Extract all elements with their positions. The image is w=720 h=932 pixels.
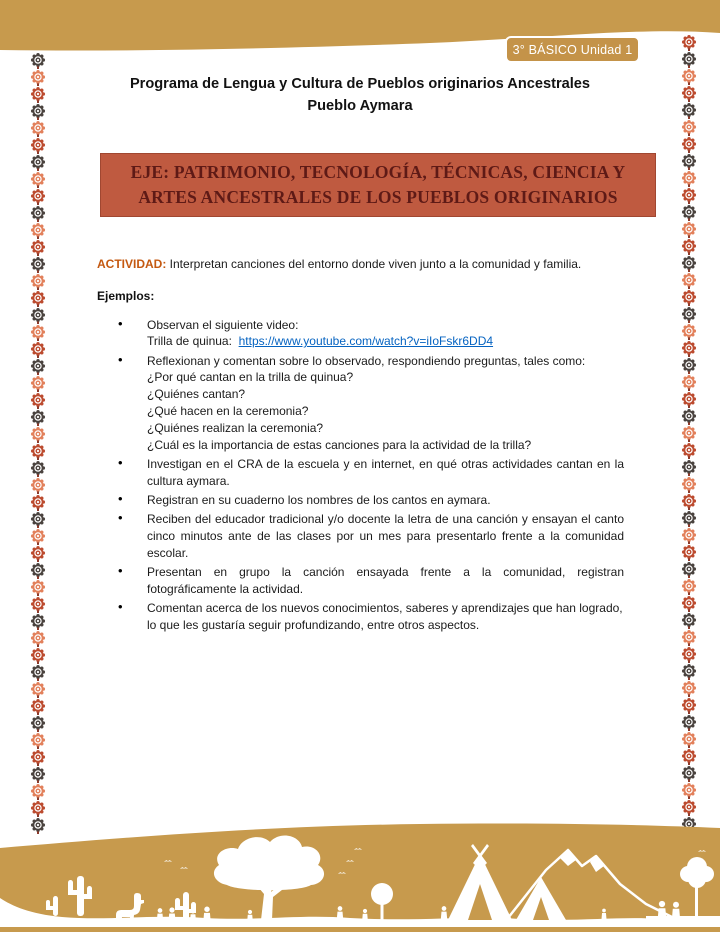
eje-banner: EJE: PATRIMONIO, TECNOLOGÍA, TÉCNICAS, CIENCIA Y ARTES ANCESTRALES DE LOS PUEBLOS ORIGINARIOS <box>100 153 656 217</box>
rosette-motif-icon <box>30 188 46 205</box>
rosette-motif-icon <box>30 596 46 613</box>
rosette-motif-icon <box>681 663 697 680</box>
rosette-motif-icon <box>30 392 46 409</box>
rosette-motif-icon <box>681 527 697 544</box>
rosette-motif-icon <box>681 646 697 663</box>
bullet-text: • Reflexionan y comentan sobre lo observado, respondiendo preguntas, tales como: <box>147 353 586 368</box>
rosette-motif-icon <box>30 562 46 579</box>
rosette-motif-icon <box>30 137 46 154</box>
bullet-text: • Registran en su cuaderno los nombres de los cantos en aymara. <box>147 493 491 508</box>
rosette-motif-icon <box>30 290 46 307</box>
bullet-item <box>147 492 624 509</box>
rosette-motif-icon <box>30 222 46 239</box>
rosette-motif-icon <box>30 341 46 358</box>
rosette-motif-icon <box>681 765 697 782</box>
activity-text: Interpretan canciones del entorno donde viven junto a la comunidad y familia. <box>169 257 582 271</box>
rosette-motif-icon <box>30 171 46 188</box>
rosette-motif-icon <box>681 782 697 799</box>
rosette-motif-icon <box>681 612 697 629</box>
rosette-motif-icon <box>30 103 46 120</box>
rosette-motif-icon <box>30 766 46 783</box>
rosette-motif-icon <box>681 153 697 170</box>
rosette-motif-icon <box>681 323 697 340</box>
rosette-motif-icon <box>681 510 697 527</box>
rosette-motif-icon <box>681 170 697 187</box>
rosette-motif-icon <box>681 187 697 204</box>
rosette-motif-icon <box>681 748 697 765</box>
bullet-text: • Comentan acerca de los nuevos conocimientos, saberes y aprendizajes que han logrado, lo que les gustaría seguir profundizando, entre otros aspectos. <box>147 601 623 633</box>
right-ornament-border <box>681 34 697 833</box>
bullet-item <box>147 564 624 598</box>
rosette-motif-icon <box>30 358 46 375</box>
rosette-motif-icon <box>30 800 46 817</box>
examples-bullet-list <box>97 317 624 634</box>
bullet-item <box>147 353 624 454</box>
rosette-motif-icon <box>681 221 697 238</box>
rosette-motif-icon <box>30 528 46 545</box>
rosette-motif-icon <box>681 680 697 697</box>
rosette-motif-icon <box>681 34 697 51</box>
rosette-motif-icon <box>681 255 697 272</box>
rosette-motif-icon <box>30 460 46 477</box>
rosette-motif-icon <box>681 459 697 476</box>
question-line: ¿Quiénes realizan la ceremonia? <box>147 420 324 435</box>
rosette-motif-icon <box>681 391 697 408</box>
rosette-motif-icon <box>30 205 46 222</box>
left-ornament-border <box>30 52 46 834</box>
rosette-motif-icon <box>30 86 46 103</box>
footer-landscape <box>0 822 720 932</box>
rosette-motif-icon <box>681 799 697 816</box>
rosette-motif-icon <box>30 545 46 562</box>
rosette-motif-icon <box>30 426 46 443</box>
rosette-motif-icon <box>681 102 697 119</box>
rosette-motif-icon <box>30 52 46 69</box>
rosette-motif-icon <box>681 408 697 425</box>
rosette-motif-icon <box>681 629 697 646</box>
rosette-motif-icon <box>681 238 697 255</box>
rosette-motif-icon <box>681 68 697 85</box>
rosette-motif-icon <box>30 664 46 681</box>
rosette-motif-icon <box>681 561 697 578</box>
rosette-motif-icon <box>30 120 46 137</box>
rosette-motif-icon <box>30 443 46 460</box>
question-line: ¿Quiénes cantan? <box>147 387 246 402</box>
activity-label: ACTIVIDAD: <box>97 257 167 271</box>
rosette-motif-icon <box>30 630 46 647</box>
rosette-motif-icon <box>681 306 697 323</box>
rosette-motif-icon <box>681 442 697 459</box>
rosette-motif-icon <box>681 51 697 68</box>
bullet-text: • Observan el siguiente video: <box>147 317 299 332</box>
link-prefix: Trilla de quinua: <box>147 334 239 349</box>
rosette-motif-icon <box>681 119 697 136</box>
bullet-text: • Presentan en grupo la canción ensayada frente a la comunidad, registran fotográficamente la actividad. <box>147 565 624 597</box>
rosette-motif-icon <box>681 731 697 748</box>
program-title <box>50 73 670 117</box>
unit-badge: 3° BÁSICO Unidad 1 <box>505 36 640 63</box>
rosette-motif-icon <box>30 69 46 86</box>
program-title-line1: Programa de Lengua y Cultura de Pueblos originarios Ancestrales <box>129 76 591 92</box>
bullet-item <box>147 600 624 634</box>
rosette-motif-icon <box>30 579 46 596</box>
rosette-motif-icon <box>681 289 697 306</box>
rosette-motif-icon <box>681 578 697 595</box>
rosette-motif-icon <box>681 697 697 714</box>
rosette-motif-icon <box>30 239 46 256</box>
rosette-motif-icon <box>30 477 46 494</box>
rosette-motif-icon <box>30 681 46 698</box>
rosette-motif-icon <box>30 511 46 528</box>
rosette-motif-icon <box>681 374 697 391</box>
rosette-motif-icon <box>681 544 697 561</box>
rosette-motif-icon <box>681 340 697 357</box>
bullet-item <box>147 456 624 490</box>
rosette-motif-icon <box>681 85 697 102</box>
rosette-motif-icon <box>681 136 697 153</box>
bullet-text: • Reciben del educador tradicional y/o docente la letra de una canción y ensayan el canto cinco minutos ante de las clases por un mes para presentarlo frente a la comunidad escolar. <box>147 512 624 560</box>
rosette-motif-icon <box>30 647 46 664</box>
rosette-motif-icon <box>30 409 46 426</box>
question-line: ¿Qué hacen en la ceremonia? <box>147 404 309 419</box>
rosette-motif-icon <box>30 324 46 341</box>
examples-label: Ejemplos: <box>97 288 155 303</box>
program-title-line2: Pueblo Aymara <box>307 98 413 114</box>
rosette-motif-icon <box>681 476 697 493</box>
rosette-motif-icon <box>30 613 46 630</box>
bullet-text: • Investigan en el CRA de la escuela y en internet, en qué otras actividades cantan en la cultura aymara. <box>147 456 624 488</box>
rosette-motif-icon <box>30 732 46 749</box>
rosette-motif-icon <box>30 154 46 171</box>
rosette-motif-icon <box>30 749 46 766</box>
bullet-item <box>147 511 624 561</box>
rosette-motif-icon <box>681 493 697 510</box>
rosette-motif-icon <box>30 715 46 732</box>
question-line: ¿Cuál es la importancia de estas canciones para la actividad de la trilla? <box>147 437 532 452</box>
rosette-motif-icon <box>30 783 46 800</box>
rosette-motif-icon <box>681 595 697 612</box>
rosette-motif-icon <box>681 357 697 374</box>
rosette-motif-icon <box>30 494 46 511</box>
rosette-motif-icon <box>30 698 46 715</box>
rosette-motif-icon <box>681 272 697 289</box>
rosette-motif-icon <box>30 273 46 290</box>
rosette-motif-icon <box>681 425 697 442</box>
rosette-motif-icon <box>681 714 697 731</box>
bullet-item <box>147 317 624 351</box>
youtube-link[interactable]: https://www.youtube.com/watch?v=iIoFskr6DD4 <box>238 334 494 349</box>
rosette-motif-icon <box>30 256 46 273</box>
rosette-motif-icon <box>30 307 46 324</box>
rosette-motif-icon <box>681 204 697 221</box>
activity-content <box>97 244 624 636</box>
rosette-motif-icon <box>30 375 46 392</box>
activity-line <box>97 256 624 273</box>
question-line: ¿Por qué cantan en la trilla de quinua? <box>147 370 354 385</box>
